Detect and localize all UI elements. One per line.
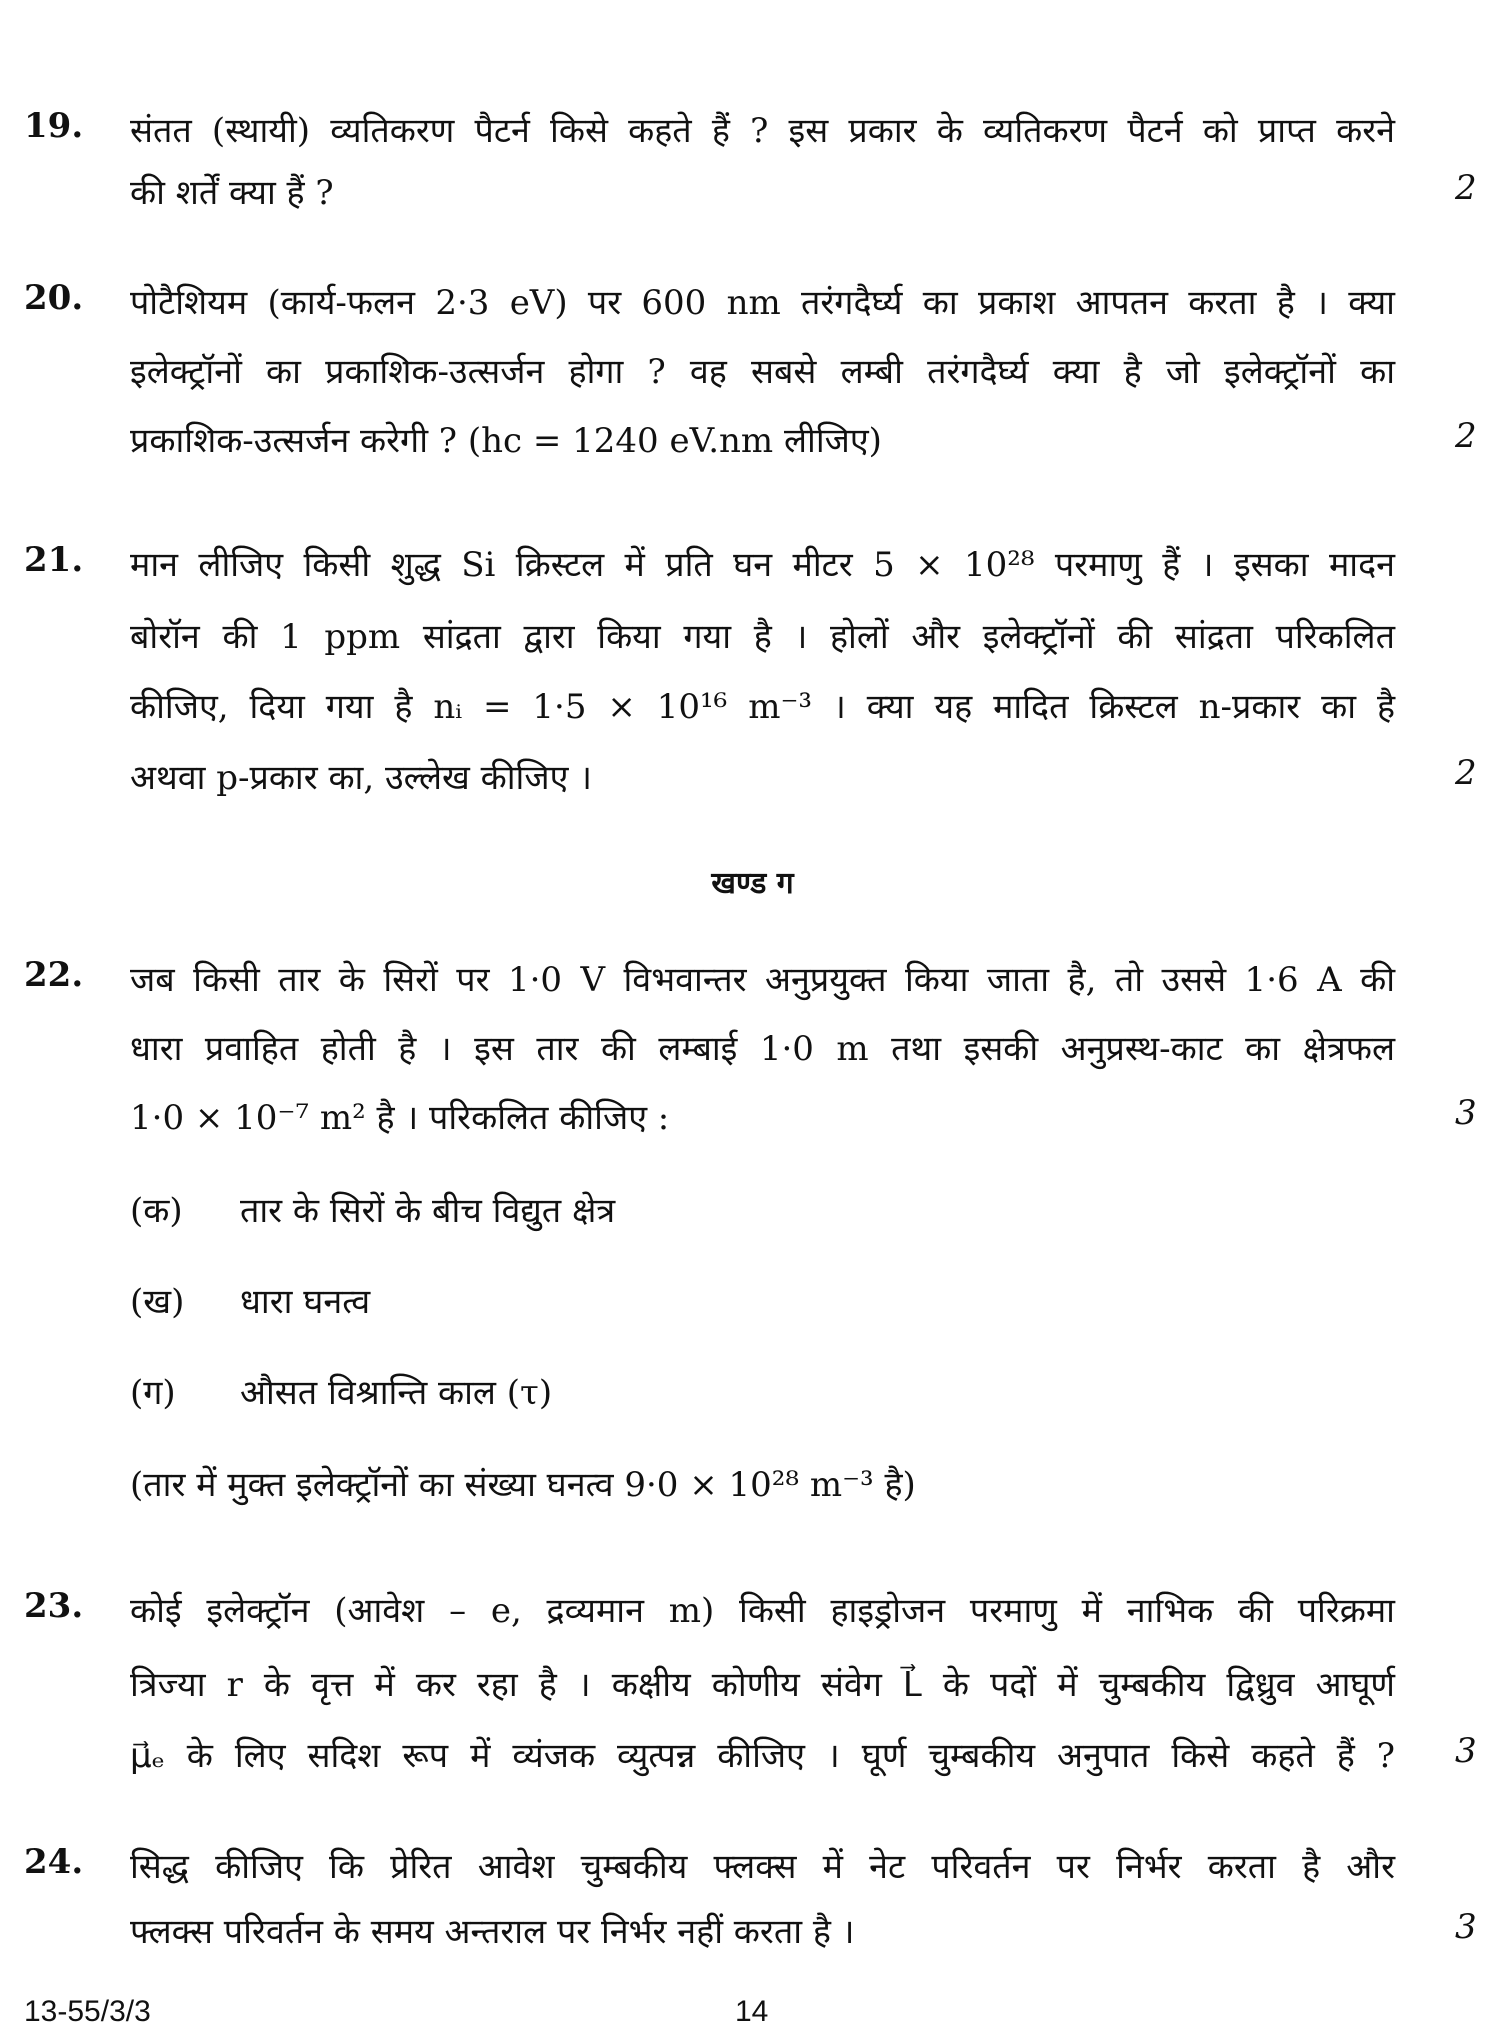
sub-part-label: (ख) [130, 1282, 185, 1322]
question-text: पोटैशियम (कार्य-फलन 2·3 eV) पर 600 nm तरंगदैर्घ्य का प्रकाश आपतन करता है । क्या [130, 283, 1395, 323]
question-text: कोई इलेक्ट्रॉन (आवेश – e, द्रव्यमान m) किसी हाइड्रोजन परमाणु में नाभिक की परिक्रमा [130, 1591, 1395, 1631]
question-text: μ⃗ₑ के लिए सदिश रूप में व्यंजक व्युत्पन्न कीजिए । घूर्ण चुम्बकीय अनुपात किसे कहते हैं ? [130, 1736, 1395, 1776]
question-text: धारा प्रवाहित होती है । इस तार की लम्बाई 1·0 m तथा इसकी अनुप्रस्थ-काट का क्षेत्रफल [130, 1029, 1395, 1069]
question-marks: 2 [1455, 168, 1477, 208]
question-text: संतत (स्थायी) व्यतिकरण पैटर्न किसे कहते हैं ? इस प्रकार के व्यतिकरण पैटर्न को प्राप्त करने [130, 111, 1395, 151]
sub-part-text: तार के सिरों के बीच विद्युत क्षेत्र [240, 1191, 616, 1231]
sub-part-text: धारा घनत्व [240, 1282, 371, 1322]
page-number: 14 [735, 1995, 769, 2028]
question-number: 19. [24, 106, 84, 146]
question-text: जब किसी तार के सिरों पर 1·0 V विभवान्तर अनुप्रयुक्त किया जाता है, तो उससे 1·6 A की [130, 960, 1395, 1000]
question-text: प्रकाशिक-उत्सर्जन करेगी ? (hc = 1240 eV.nm लीजिए) [130, 421, 882, 461]
question-marks: 2 [1455, 753, 1477, 793]
sub-part-label: (क) [130, 1191, 183, 1231]
question-note: (तार में मुक्त इलेक्ट्रॉनों का संख्या घनत्व 9·0 × 10²⁸ m⁻³ है) [130, 1465, 916, 1505]
paper-code: 13-55/3/3 [24, 1995, 151, 2028]
sub-part [130, 1277, 370, 1323]
question-text: बोरॉन की 1 ppm सांद्रता द्वारा किया गया है । होलों और इलेक्ट्रॉनों की सांद्रता परिकलित [130, 617, 1395, 657]
question-marks: 3 [1455, 1731, 1477, 1771]
question-text: की शर्तें क्या हैं ? [130, 173, 334, 213]
question-text: फ्लक्स परिवर्तन के समय अन्तराल पर निर्भर नहीं करता है । [130, 1912, 855, 1952]
question-text: मान लीजिए किसी शुद्ध Si क्रिस्टल में प्रति घन मीटर 5 × 10²⁸ परमाणु हैं । इसका मादन [130, 545, 1395, 585]
question-text: 1·0 × 10⁻⁷ m² है । परिकलित कीजिए : [130, 1098, 670, 1138]
question-text: कीजिए, दिया गया है nᵢ = 1·5 × 10¹⁶ m⁻³ । क्या यह मादित क्रिस्टल n-प्रकार का है [130, 687, 1395, 727]
question-number: 21. [24, 540, 84, 580]
question-number: 23. [24, 1586, 84, 1626]
question-text: त्रिज्या r के वृत्त में कर रहा है । कक्षीय कोणीय संवेग L⃗ के पदों में चुम्बकीय द्विध्रुव आघूर्ण [130, 1665, 1395, 1705]
question-number: 24. [24, 1842, 84, 1882]
question-marks: 2 [1455, 416, 1477, 456]
question-marks: 3 [1455, 1907, 1477, 1947]
sub-part-text: औसत विश्रान्ति काल (τ) [240, 1373, 553, 1413]
question-number: 22. [24, 955, 84, 995]
section-heading: खण्ड ग [711, 866, 794, 901]
sub-part [130, 1368, 552, 1414]
sub-part-label: (ग) [130, 1373, 176, 1413]
question-text: अथवा p-प्रकार का, उल्लेख कीजिए । [130, 758, 593, 798]
question-number: 20. [24, 278, 84, 318]
question-text: सिद्ध कीजिए कि प्रेरित आवेश चुम्बकीय फ्लक्स में नेट परिवर्तन पर निर्भर करता है और [130, 1847, 1395, 1887]
question-marks: 3 [1455, 1093, 1477, 1133]
question-text: इलेक्ट्रॉनों का प्रकाशिक-उत्सर्जन होगा ? वह सबसे लम्बी तरंगदैर्घ्य क्या है जो इलेक्ट्रॉनों का [130, 352, 1395, 392]
sub-part [130, 1186, 615, 1232]
